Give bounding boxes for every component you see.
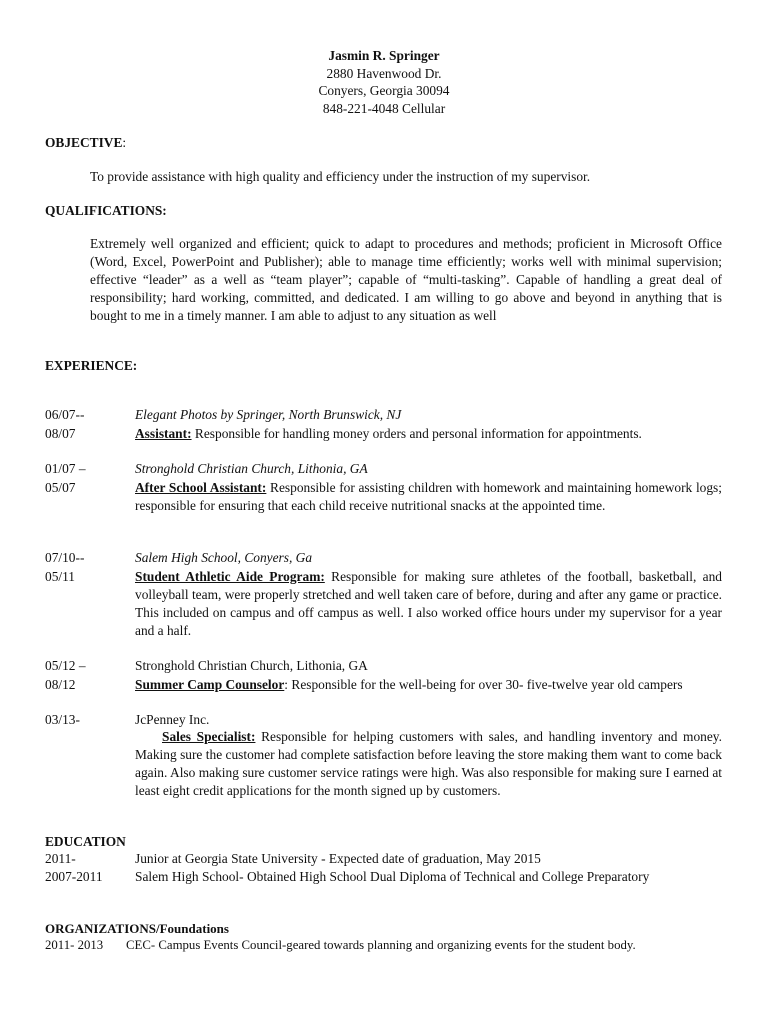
job-description-line: Responsible for the well-being for over 30- five-twelve year old [291, 676, 635, 692]
qualifications-line: Extremely well organized and efficient; quick to adapt to procedures and methods; proficient in [90, 236, 625, 251]
job-dates [45, 549, 84, 586]
job-description-line: basketball, and volleyball team, were properly stretched and well taken care of before, during [135, 568, 722, 602]
city-state-zip: Conyers, Georgia 30094 [318, 83, 450, 99]
job-entry [135, 406, 722, 443]
job-entry [135, 460, 722, 515]
objective-heading [45, 134, 126, 152]
job-description [135, 568, 722, 640]
job-description-line: customers. [442, 783, 501, 799]
education-heading: EDUCATION [45, 834, 126, 849]
job-employer: Elegant Photos by Springer, North Brunswick, NJ [135, 407, 402, 422]
job-description-line: Responsible for handling money orders and personal information for appointments. [194, 425, 642, 441]
job-employer: Salem High School, Conyers, Ga [135, 550, 313, 565]
job-date-start: 07/10-- [45, 550, 85, 565]
job-description-line: money. Making sure the customer had complete satisfaction before leaving the store making [135, 729, 722, 763]
qualifications-text [90, 235, 722, 325]
job-entry [135, 549, 722, 640]
job-description-line: and after any game or practice. This included on campus and off campus as well. I also worked [135, 586, 722, 620]
qualifications-line: with minimal supervision; effective “leader” as a well as “team player”; capable of “multi-tasking”. [90, 254, 722, 288]
job-description [135, 728, 722, 800]
education-text: Junior at Georgia State University - Expected date of graduation, May 2015 [135, 851, 541, 866]
job-role: Summer Camp Counselor [135, 676, 285, 692]
job-date-start: 03/13- [45, 712, 80, 727]
education-line: Preparatory [586, 869, 650, 884]
job-dates [45, 406, 84, 443]
job-description [135, 676, 722, 694]
job-entry [135, 657, 722, 694]
job-description-line: appointed time. [522, 497, 606, 513]
job-employer: Stronghold Christian Church, Lithonia, GA [135, 658, 368, 673]
job-date-end: 05/07 [45, 479, 76, 495]
phone-number: 848-221-4048 Cellular [322, 100, 446, 116]
job-description-line: responsible for making sure I earned at least eight credit applications for the month signed up by [135, 765, 722, 799]
education-date: 2007-2011 [45, 869, 103, 884]
experience-heading: EXPERIENCE: [45, 358, 138, 373]
job-description-line: office hours under my supervisor for a year and a half. [135, 604, 722, 638]
qualifications-heading: QUALIFICATIONS: [45, 203, 167, 218]
objective-text: To provide assistance with high quality and efficiency under the instruction of my supervisor. [90, 169, 591, 184]
job-date-start: 01/07 – [45, 461, 86, 476]
job-date-end: 05/11 [45, 568, 76, 584]
job-employer: JcPenney Inc. [135, 712, 210, 727]
job-description [135, 479, 722, 515]
education-date: 2011- [45, 851, 76, 866]
job-role-suffix: : [284, 676, 289, 692]
job-description-line: Responsible for assisting children with homework and maintaining [270, 479, 632, 495]
job-description-line: homework logs; responsible for ensuring that each child receive nutritional snacks at the [135, 479, 722, 513]
job-role: Sales Specialist: [162, 729, 256, 744]
objective-heading-colon: : [122, 135, 127, 150]
street-address: 2880 Havenwood Dr. [326, 65, 442, 81]
job-employer: Stronghold Christian Church, Lithonia, GA [135, 461, 368, 476]
job-date-start: 05/12 – [45, 658, 86, 673]
qualifications-line: Capable of handling a great deal of responsibility; hard working, committed, and dedicated. I am willing [90, 272, 723, 306]
qualifications-line: to go above and beyond in anything that is bought to me in a timely manner. I am able to adjust to any [90, 290, 722, 324]
organization-text: CEC- Campus Events Council-geared towards planning and organizing events for the student body. [126, 938, 636, 952]
job-description-line: Responsible for helping customers with sales, and handling inventory and [261, 729, 678, 744]
organization-date: 2011- 2013 [45, 938, 104, 952]
job-dates [45, 460, 86, 497]
qualifications-line: situation as well [409, 308, 497, 324]
education-line: Salem High School- Obtained High School Dual Diploma of Technical and College [135, 869, 584, 884]
contact-header [0, 47, 768, 117]
education-text [135, 868, 722, 886]
job-date-start: 06/07-- [45, 407, 85, 422]
job-role: After School Assistant: [135, 479, 267, 495]
applicant-name: Jasmin R. Springer [328, 48, 440, 63]
job-role: Assistant: [135, 425, 192, 441]
job-description-line: Responsible for making sure athletes of the football, [331, 568, 633, 584]
organizations-heading: ORGANIZATIONS/Foundations [45, 921, 229, 936]
job-description [135, 425, 722, 444]
job-dates [45, 657, 86, 694]
job-description-line: them want to come back again. Also making sure customer service ratings were high. Was also [135, 747, 722, 781]
job-description-line: campers [637, 676, 683, 692]
job-date-end: 08/12 [45, 676, 76, 692]
objective-heading-label: OBJECTIVE [45, 135, 123, 150]
job-date-end: 08/07 [45, 425, 76, 441]
job-dates [45, 711, 80, 730]
qualifications-line: Microsoft Office (Word, Excel, PowerPoint and Publisher); able to manage time efficiently; works well [90, 236, 722, 270]
job-role: Student Athletic Aide Program: [135, 568, 325, 584]
